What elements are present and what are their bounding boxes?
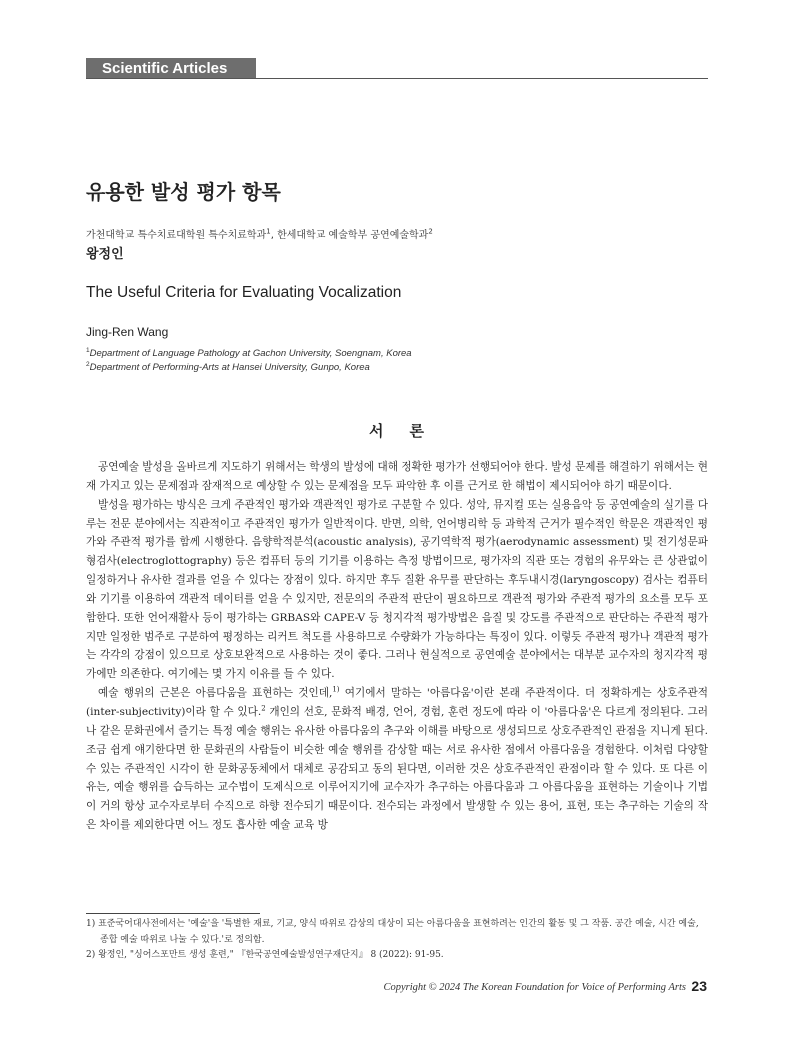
header-divider — [86, 78, 708, 79]
footnote-2: 2) 왕정인, "싱어스포만트 생성 훈련," 『한국공연예술발성연구재단지』 8 (2022): 91-95. — [86, 950, 444, 960]
english-affiliation-marker-2: 2 — [86, 361, 90, 368]
footnote-ref-2[interactable]: 2 — [261, 704, 266, 713]
footnotes — [86, 917, 708, 964]
body-paragraph-3-part-c: 개인의 선호, 문화적 배경, 언어, 경험, 훈련 정도에 따라 이 '아름다움'은 다르게 정의된다. 그러나 같은 문화권에서 즐기는 특정 예술 행위는 유사한 아름다움의 추구와 이해를 바탕으로 생성되므로 상호주관적인 관점을 지니게 된다. 조금 쉽게 얘기한다면 한 문화권의 사람들이 비슷한 예술 행위를 감상할 때는 서로 유사한 점에서 아름다움을 경험한다. 이처럼 다양할 수 있는 주관적인 시각이 한 문화공동체에서 대체로 공감되고 동의 된다면, 이러한 것은 상호주관적인 관점이라 할 수 있다. 또 다른 이유는, 예술 행위를 습득하는 교수법이 도제식으로 이루어지기에 교수자가 추구하는 아름다움과 그 아름다움을 표현하는 기술이나 기법이 거의 항상 교수자로부터 수직으로 하향 전수되기 때문이다. 전수되는 과정에서 발생할 수 있는 용어, 표현, 또는 추구하는 기술의 작은 차이를 제외한다면 어느 정도 흡사한 예술 교육 방 — [86, 705, 709, 832]
footnote-divider — [86, 913, 260, 914]
section-label: Scientific Articles — [102, 60, 228, 77]
korean-author-name: 왕정인 — [86, 247, 124, 262]
english-author-name: Jing-Ren Wang — [86, 325, 169, 339]
body-paragraph-3-part-b: 여기에서 말하는 '아름다움'이란 본래 주관적이다. 더 정확하게는 상호주관적(inter-subjectivity)이라 할 수 있다. — [86, 687, 709, 718]
body-paragraph-3-part-a: 예술 행위의 근본은 아름다움을 표현하는 것인데, — [98, 687, 333, 700]
copyright-notice: Copyright © 2024 The Korean Foundation for Voice of Performing Arts — [383, 982, 686, 993]
korean-affiliations — [86, 226, 433, 241]
affiliation-marker-2: 2 — [428, 227, 433, 236]
korean-affiliation-2: 한세대학교 예술학부 공연예술학과 — [277, 230, 429, 241]
body-paragraph-3 — [86, 684, 708, 835]
body-paragraph-2: 발성을 평가하는 방식은 크게 주관적인 평가와 객관적인 평가로 구분할 수 있다. 성악, 뮤지컬 또는 실용음악 등 공연예술의 실기를 다루는 전문 분야에서는 직관적이고 주관적인 평가가 일반적이다. 반면, 의학, 언어병리학 등 과학적 근거가 필수적인 학문은 객관적인 평가와 주관적 평가를 함께 시행한다. 음향학적분석(acoustic analysis), 공기역학적 평가(aerodynamic assessment) 및 전기성문파형검사(electroglottography) 등은 컴퓨터 등의 기기를 이용하는 측정 방법이므로, 평가자의 직관 또는 경험의 유무와는 큰 상관없이 일정하거나 유사한 결과를 얻을 수 있다는 장점이 있다. 하지만 후두 질환 유무를 판단하는 후두내시경(laryngoscopy) 검사는 컴퓨터와 기기를 이용하여 객관적 데이터를 얻을 수 있지만, 전문의의 주관적 판단이 필요하므로 객관적 평가와 주관적 평가의 요소를 모두 포함한다. 또한 언어재활사 등이 평가하는 GRBAS와 CAPE-V 등 청지각적 평가방법은 음질 및 강도를 주관적으로 판단하는 주관적 평가지만 일정한 범주로 구분하여 평정하는 리커트 척도를 사용하므로 수량화가 가능하다는 특징이 있다. 이렇듯 주관적 평가나 객관적 평가는 각각의 강점이 있으므로 상호보완적으로 사용하는 것이 좋다. 그러나 현실적으로 공연예술 분야에서는 대부분 교수자의 청지각적 평가에만 의존한다. 여기에는 몇 가지 이유를 들 수 있다. — [86, 498, 708, 681]
korean-affiliation-1: 가천대학교 특수치료대학원 특수치료학과 — [86, 230, 267, 241]
article-body — [86, 458, 708, 835]
footnote-1: 1) 표준국어대사전에서는 '예술'을 '특별한 재료, 기교, 양식 따위로 감상의 대상이 되는 아름다움을 표현하려는 인간의 활동 및 그 작품. 공간 예술, 시간 예술, 종합 예술 따위로 나눌 수 있다.'로 정의함. — [86, 919, 699, 945]
body-paragraph-1: 공연예술 발성을 올바르게 지도하기 위해서는 학생의 발성에 대해 정확한 평가가 선행되어야 한다. 발성 문제를 해결하기 위해서는 현재 가지고 있는 문제점과 잠재적으로 예상할 수 있는 문제점을 모두 파악한 후 이를 근거로 한 해법이 제시되어야 하기 때문이다. — [86, 461, 708, 492]
affiliation-marker-1: 1 — [266, 227, 271, 236]
page-number: 23 — [691, 978, 707, 994]
english-title: The Useful Criteria for Evaluating Vocalization — [86, 284, 402, 301]
english-affiliation-marker-1: 1 — [86, 347, 90, 354]
korean-title: 유용한 발성 평가 항목 — [86, 180, 281, 204]
english-affiliation-2: Department of Performing-Arts at Hansei University, Gunpo, Korea — [89, 362, 370, 374]
english-affiliation-1-line — [86, 347, 412, 359]
footnote-ref-1[interactable]: 1) — [332, 685, 340, 694]
english-affiliation-1: Department of Language Pathology at Gachon University, Soengnam, Korea — [89, 348, 412, 360]
english-affiliation-2-line — [86, 361, 370, 373]
affiliation-separator: , — [270, 230, 278, 241]
section-heading-introduction: 서론 — [369, 422, 450, 440]
